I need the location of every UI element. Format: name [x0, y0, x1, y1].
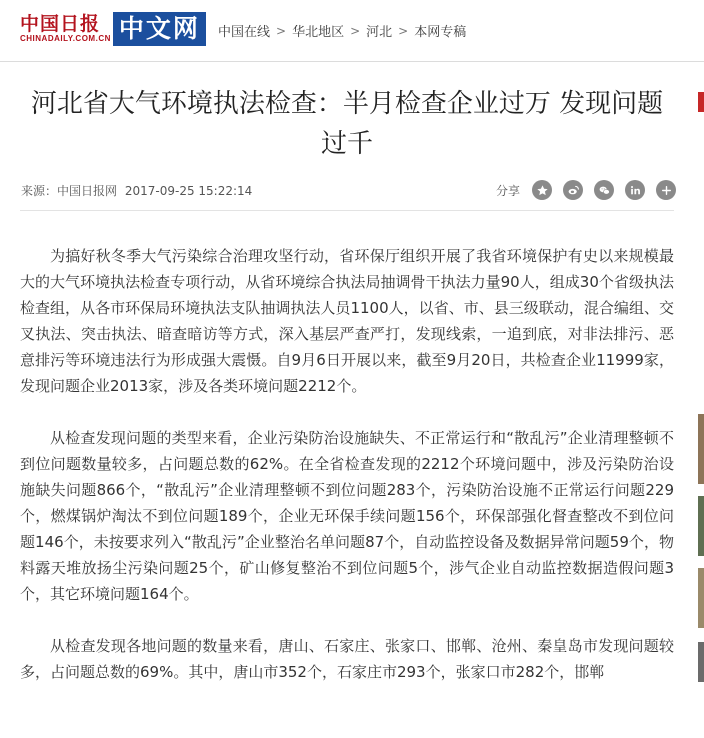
breadcrumb-separator: > — [350, 23, 361, 38]
article-paragraph: 从检查发现各地问题的数量来看，唐山、石家庄、张家口、邯郸、沧州、秦皇岛市发现问题较多，占问题总数的69%。其中，唐山市352个，石家庄市293个，张家口市282个，邯郸 — [20, 637, 674, 681]
meta-divider — [20, 210, 674, 211]
right-sidebar-clipped — [698, 92, 704, 738]
article-title: 河北省大气环境执法检查：半月检查企业过万 发现问题过千 — [30, 89, 664, 159]
article-paragraph: 从检查发现问题的类型来看，企业污染防治设施缺失、不正常运行和“散乱污”企业清理整顿不到位问题数量较多，占问题总数的62%。在全省检查发现的2212个环境问题中，涉及污染防治设施缺失问题866个，“散乱污”企业清理整顿不到位问题283个，污染防治设施不正常运行问题229个，燃煤锅炉淘汰不到位问题189个，企业无环保手续问题156个，环保部强化督查整改不到位问题146个，未按要求列入“散乱污”企业整治名单问题87个，自动监控设备及数据异常问题59个，物料露天堆放扬尘污染问题25个，矿山修复整治不到位问题5个，涉气企业自动监控数据造假问题3个，其它环境问题164个。 — [20, 429, 674, 603]
more-plus-icon[interactable] — [656, 180, 676, 200]
breadcrumb-link-china-online[interactable]: 中国在线 — [218, 25, 271, 40]
linkedin-icon[interactable] — [625, 180, 645, 200]
wechat-icon[interactable] — [594, 180, 614, 200]
article-datetime: 2017-09-25 15:22:14 — [124, 184, 253, 198]
logo-brand-cn: 中国日报 — [20, 13, 101, 35]
site-logo[interactable] — [20, 12, 206, 46]
sidebar-thumbnail[interactable] — [698, 642, 704, 682]
article-source: 来源：中国日报网 — [21, 184, 118, 198]
breadcrumb-separator: > — [398, 23, 409, 38]
breadcrumb — [218, 21, 466, 40]
qzone-star-icon[interactable] — [532, 180, 552, 200]
header-divider — [0, 61, 704, 62]
sidebar-thumbnail[interactable] — [698, 414, 704, 484]
share-label: 分享 — [496, 183, 521, 198]
breadcrumb-link-hebei[interactable]: 河北 — [366, 25, 393, 40]
article-body — [20, 243, 674, 711]
logo-brand-en: CHINADAILY.COM.CN — [20, 34, 111, 43]
site-header — [0, 0, 704, 58]
weibo-icon[interactable] — [563, 180, 583, 200]
share-bar — [496, 180, 676, 200]
article-meta — [21, 182, 256, 199]
breadcrumb-link-north-china[interactable]: 华北地区 — [292, 25, 345, 40]
sidebar-thumbnail[interactable] — [698, 496, 704, 556]
logo-brand-box: 中文网 — [113, 12, 206, 46]
sidebar-thumbnail[interactable] — [698, 568, 704, 628]
breadcrumb-link-exclusive[interactable]: 本网专稿 — [414, 25, 467, 40]
breadcrumb-separator: > — [276, 23, 287, 38]
logo-wordmark — [20, 14, 111, 44]
article-paragraph: 为搞好秋冬季大气污染综合治理攻坚行动，省环保厅组织开展了我省环境保护有史以来规模最大的大气环境执法检查专项行动，从省环境综合执法局抽调骨干执法力量90人，组成30个省级执法检查组，从各市环保局环境执法支队抽调执法人员1100人，以省、市、县三级联动，混合编组、交叉执法、突击执法、暗查暗访等方式，深入基层严查严打，发现线索，一追到底，对非法排污、恶意排污等环境违法行为形成强大震慑。自9月6日开展以来，截至9月20日，共检查企业11999家，发现问题企业2013家，涉及各类环境问题2212个。 — [20, 247, 674, 395]
sidebar-tab-marker — [698, 92, 704, 112]
